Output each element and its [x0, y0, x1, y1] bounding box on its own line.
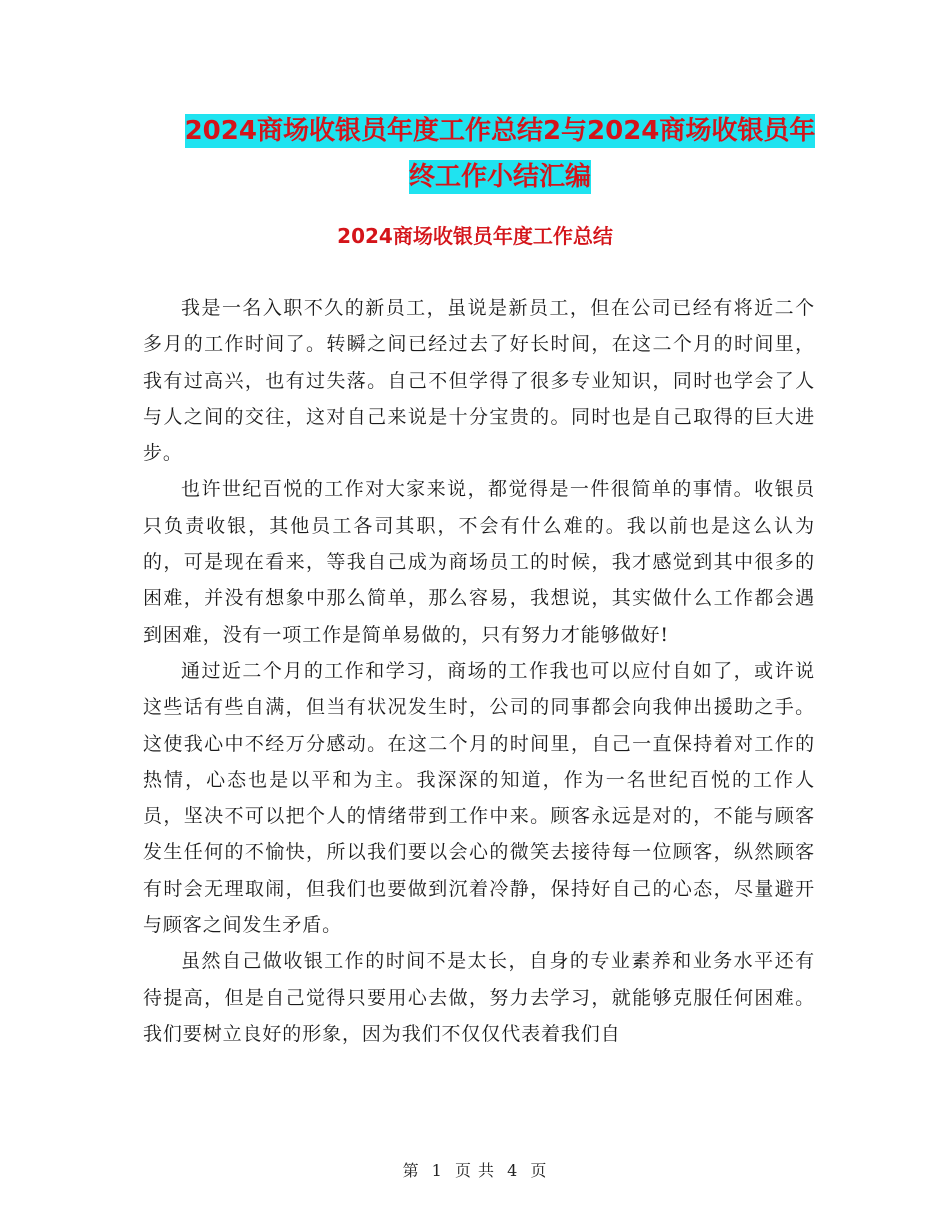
footer-middle: 页 共 — [454, 1161, 496, 1180]
paragraph-1: 我是一名入职不久的新员工，虽说是新员工，但在公司已经有将近二个多月的工作时间了。转瞬之间已经过去了好长时间，在这二个月的时间里，我有过高兴，也有过失落。自己不但学得了很多专业知识，同时也学会了人与人之间的交往，这对自己来说是十分宝贵的。同时也是自己取得的巨大进步。 — [143, 297, 815, 465]
footer-page-current: 1 — [431, 1161, 443, 1180]
page-footer — [0, 1158, 950, 1181]
paragraph-2: 也许世纪百悦的工作对大家来说，都觉得是一件很简单的事情。收银员只负责收银，其他员工各司其职，不会有什么难的。我以前也是这么认为的，可是现在看来，等我自己成为商场员工的时候，我才感觉到其中很多的困难，并没有想象中那么简单，那么容易，我想说，其实做什么工作都会遇到困难，没有一项工作是简单易做的，只有努力才能够做好! — [143, 478, 815, 646]
footer-prefix: 第 — [402, 1161, 420, 1180]
paragraph-4: 虽然自己做收银工作的时间不是太长，自身的专业素养和业务水平还有待提高，但是自己觉得只要用心去做，努力去学习，就能够克服任何困难。我们要树立良好的形象，因为我们不仅仅代表着我们自 — [143, 950, 815, 1045]
footer-page-total: 4 — [507, 1161, 519, 1180]
document-body — [143, 290, 815, 1052]
footer-suffix: 页 — [530, 1161, 548, 1180]
paragraph-3: 通过近二个月的工作和学习，商场的工作我也可以应付自如了，或许说这些话有些自满，但当有状况发生时，公司的同事都会向我伸出援助之手。这使我心中不经万分感动。在这二个月的时间里，自己一直保持着对工作的热情，心态也是以平和为主。我深深的知道，作为一名世纪百悦的工作人员，坚决不可以把个人的情绪带到工作中来。顾客永远是对的，不能与顾客发生任何的不愉快，所以我们要以会心的微笑去接待每一位顾客，纵然顾客有时会无理取闹，但我们也要做到沉着冷静，保持好自己的心态，尽量避开与顾客之间发生矛盾。 — [143, 659, 815, 937]
document-title-line1: 2024商场收银员年度工作总结2与2024商场收银员年 — [184, 116, 816, 146]
document-title-line2: 终工作小结汇编 — [408, 162, 591, 192]
document-title — [140, 108, 860, 200]
section-title: 2024商场收银员年度工作总结 — [337, 224, 613, 248]
